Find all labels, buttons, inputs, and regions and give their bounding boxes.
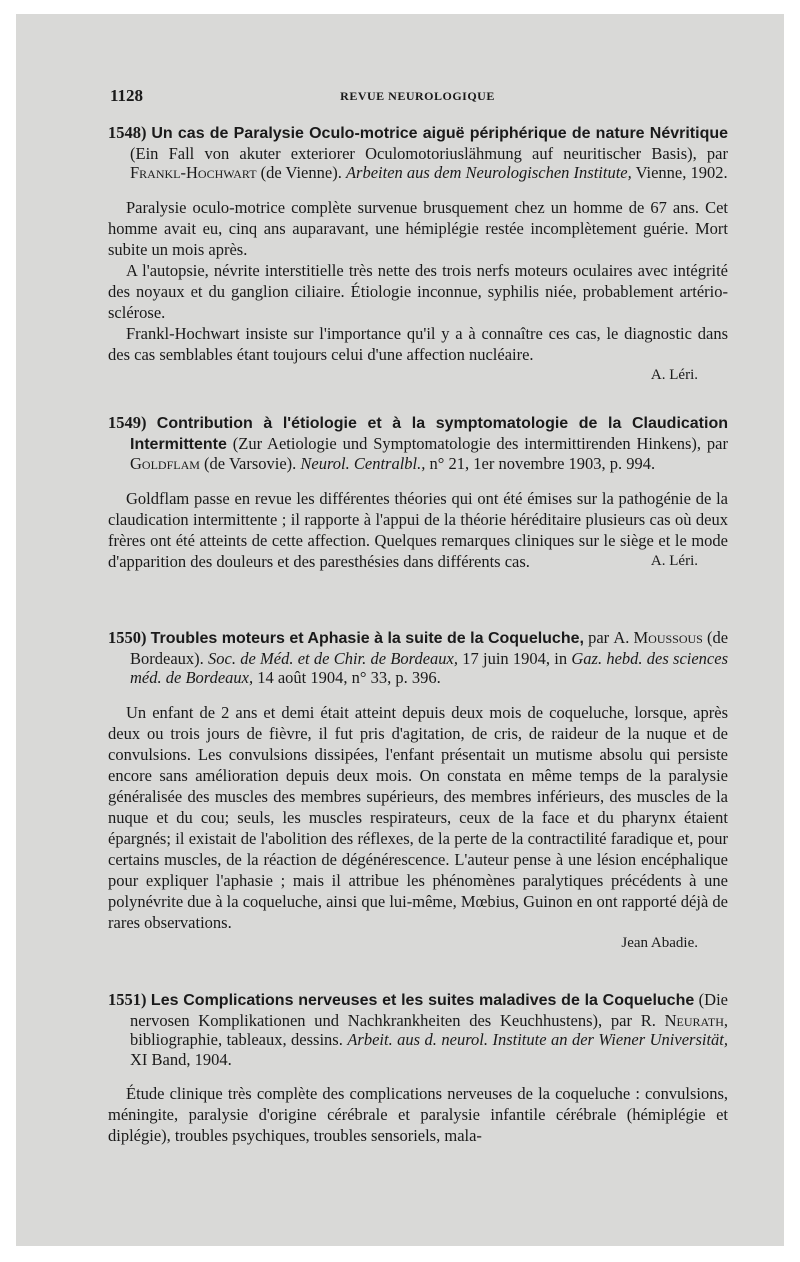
article-paragraph: Paralysie oculo-motrice complète survenue brusquement chez un homme de 67 ans. Cet homme avait eu, cinq ans auparavant, une hémiplégie restée incomplètement guérie. Mort subite un mois après. bbox=[108, 197, 728, 259]
article-signature: Jean Abadie. bbox=[621, 934, 698, 951]
article-title: Les Complications nerveuses et les suites maladives de la Coqueluche bbox=[150, 992, 695, 1009]
article-signature: A. Léri. bbox=[650, 552, 698, 569]
article-1550 bbox=[108, 628, 728, 953]
article-heading bbox=[108, 990, 728, 1069]
article-1551 bbox=[108, 990, 728, 1146]
article-author: Frankl-Hochwart bbox=[130, 163, 257, 182]
article-source: Arbeit. aus d. neurol. Institute an der Wiener Universität, bbox=[347, 1030, 728, 1049]
article-1548 bbox=[108, 123, 728, 385]
article-author: R. Neurath bbox=[640, 1010, 724, 1030]
article-title: Un cas de Paralysie Oculo-motrice aiguë périphérique de nature Névritique bbox=[151, 125, 729, 142]
article-number: 1549) bbox=[108, 413, 147, 432]
article-number: 1551) bbox=[108, 990, 147, 1009]
article-subtitle: (Die nervosen Komplikationen und Nachkrankheiten des Keuchhustens), par bbox=[130, 990, 728, 1030]
article-author: A. Moussous bbox=[613, 628, 703, 647]
article-subtitle: par bbox=[588, 628, 610, 647]
article-source: Neurol. Centralbl., bbox=[300, 454, 426, 473]
article-paragraph bbox=[108, 488, 728, 572]
article-heading bbox=[108, 628, 728, 688]
article-source-rest: Vienne, 1902. bbox=[635, 163, 728, 182]
page-number: 1128 bbox=[110, 86, 144, 105]
article-signature: A. Léri. bbox=[650, 366, 698, 383]
article-source-rest: 17 juin 1904, in bbox=[462, 648, 568, 668]
article-source-rest: n° 21, 1er novembre 1903, p. 994. bbox=[429, 454, 656, 473]
article-paragraph: Un enfant de 2 ans et demi était atteint depuis deux mois de coqueluche, lorsque, après deux ou trois jours de fièvre, il fut pris d'agitation, de cris, de raideur de la nuque et de convulsions. Les convulsions dissipées, l'enfant présentait un mutisme absolu qui persiste encore sans amélioration depuis deux mois. On constata en même temps de la paralysie généralisée des muscles des membres supérieurs, des membres inférieurs, des muscles de la nuque et du cou; seuls, les muscles respirateurs, ceux de la face et du pharynx étaient épargnés; il existait de l'abolition des réflexes, de la perte de la contractilité faradique et, pour certains muscles, de la réaction de dégénérescence. L'auteur pense à une lésion encéphalique pour expliquer l'aphasie ; mais il attribue les phénomènes paralytiques précédents à une polynévrite due à la coqueluche, ainsi que lui-même, Mœbius, Guinon en ont rapporté déjà de rares observations. bbox=[108, 702, 728, 932]
running-title: REVUE NEUROLOGIQUE bbox=[340, 89, 495, 103]
article-1549 bbox=[108, 413, 728, 572]
article-paragraph-text: Goldflam passe en revue les différentes théories qui ont été émises sur la pathogénie de la claudication intermittente ; il rapporte à l'appui de la théorie héréditaire plusieurs cas où deux frères ont été atteints de cette affection. Quelques remarques cliniques sur le siège et le mode d'apparition des douleurs et des paresthésies dans différents cas. bbox=[108, 488, 728, 571]
article-author-origin: , bibliographie, tableaux, dessins. bbox=[130, 1010, 728, 1049]
article-paragraph: A l'autopsie, névrite interstitielle très nette des trois nerfs moteurs oculaires avec intégrité des noyaux et du ganglion ciliaire. Étiologie inconnue, syphilis niée, probablement artério-sclérose. bbox=[108, 260, 728, 322]
article-source: Arbeiten aus dem Neurologischen Institute, bbox=[345, 163, 632, 182]
article-author-origin: (de Varsovie). bbox=[204, 454, 297, 473]
article-heading bbox=[108, 413, 728, 474]
article-subtitle: (Ein Fall von akuter exteriorer Oculomotoriuslähmung auf neuritischer Basis), par bbox=[130, 143, 728, 163]
article-source-rest: XI Band, 1904. bbox=[130, 1049, 232, 1069]
article-paragraph: Frankl-Hochwart insiste sur l'importance qu'il y a à connaître ces cas, le diagnostic dans des cas semblables étant toujours celui d'une affection nucléaire. bbox=[108, 323, 728, 364]
article-paragraph: Étude clinique très complète des complications nerveuses de la coqueluche : convulsions, méningite, paralysie d'origine cérébrale et paralysie infantile cérébrale (hémiplégie et diplégie), troubles psychiques, troubles sensoriels, mala- bbox=[108, 1084, 728, 1145]
article-heading bbox=[108, 123, 728, 183]
article-title: Contribution à l'étiologie et à la symptomatologie de la Claudication Intermittente bbox=[130, 415, 729, 453]
article-number: 1548) bbox=[108, 123, 147, 142]
article-source-2: Gaz. hebd. des sciences méd. de Bordeaux, bbox=[130, 648, 728, 687]
article-author-origin: (de Vienne). bbox=[260, 163, 342, 182]
article-title: Troubles moteurs et Aphasie à la suite de la Coqueluche, bbox=[150, 630, 584, 647]
article-author-origin: (de Bordeaux). bbox=[130, 628, 729, 668]
page-header bbox=[110, 86, 725, 108]
article-author: Goldflam bbox=[130, 454, 200, 473]
article-source-2-rest: 14 août 1904, n° 33, p. 396. bbox=[257, 668, 441, 687]
article-source: Soc. de Méd. et de Chir. de Bordeaux, bbox=[208, 648, 458, 668]
article-subtitle: (Zur Aetiologie und Symptomatologie des intermittirenden Hinkens), par bbox=[232, 433, 728, 453]
article-number: 1550) bbox=[108, 628, 147, 647]
